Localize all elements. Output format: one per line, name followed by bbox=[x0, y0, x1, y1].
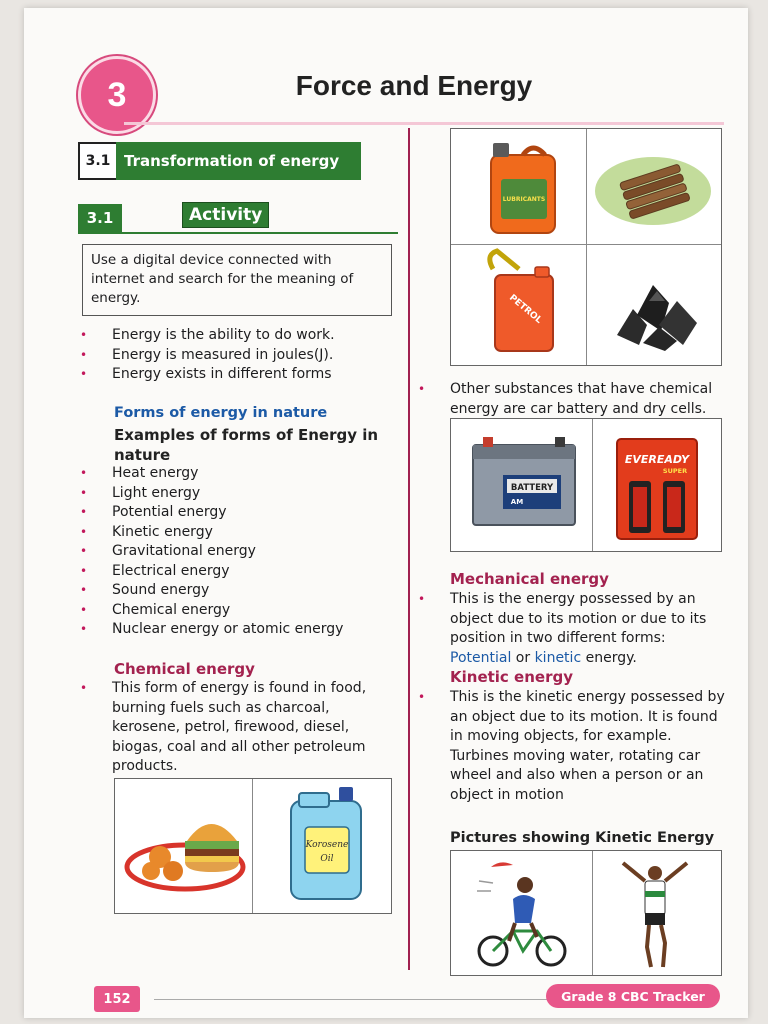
footer-tag: Grade 8 CBC Tracker bbox=[546, 984, 720, 1008]
list-item: • Potential energy bbox=[76, 503, 396, 523]
intro-points-list bbox=[76, 326, 396, 385]
boy-cycling-icon bbox=[451, 851, 593, 975]
list-item: • Electrical energy bbox=[76, 562, 396, 582]
forms-heading: Forms of energy in nature bbox=[114, 405, 328, 421]
kinetic-images bbox=[450, 850, 722, 976]
fuel-images-grid bbox=[450, 128, 722, 366]
battery-sub-label: AM bbox=[510, 498, 524, 506]
header-divider bbox=[124, 122, 724, 125]
mechanical-energy-heading: Mechanical energy bbox=[450, 570, 609, 588]
other-substances-list bbox=[414, 380, 730, 419]
kerosene-label-line1: Korosene bbox=[305, 840, 349, 850]
potential-keyword: Potential bbox=[450, 649, 512, 666]
list-item: • This is the kinetic energy possessed by an object due to its motion. It is found in moving objects, for example. Turbines moving water, rotating car wheel and also when a person or an object in motion bbox=[414, 688, 730, 805]
energy-end-text: energy. bbox=[581, 649, 637, 666]
activity-divider bbox=[78, 232, 398, 234]
battery-images bbox=[450, 418, 722, 552]
petrol-label: PETROL bbox=[507, 293, 544, 326]
kinetic-energy-heading: Kinetic energy bbox=[450, 668, 573, 686]
footer-divider bbox=[154, 999, 574, 1000]
car-battery-image bbox=[451, 419, 593, 551]
list-item: • Other substances that have chemical energy are car battery and dry cells. bbox=[414, 380, 730, 419]
cyclist-image bbox=[451, 851, 593, 975]
section-number: 3.1 bbox=[78, 142, 118, 180]
battery-label: BATTERY bbox=[510, 483, 554, 493]
coal-image bbox=[587, 245, 721, 365]
coal-lumps-icon bbox=[587, 245, 721, 365]
mechanical-text: This is the energy possessed by an object due to its motion or due to its position in two different forms: bbox=[450, 591, 707, 646]
dry-cells-icon bbox=[593, 419, 721, 551]
car-battery-icon bbox=[451, 419, 593, 551]
lubricant-label: LUBRICANTS bbox=[502, 196, 546, 203]
column-divider bbox=[408, 128, 410, 970]
textbook-page bbox=[24, 8, 748, 1018]
pictures-heading: Pictures showing Kinetic Energy bbox=[450, 830, 715, 846]
kinetic-keyword: kinetic bbox=[534, 649, 582, 666]
list-item: • Energy exists in different forms bbox=[76, 365, 396, 385]
list-item: • Chemical energy bbox=[76, 601, 396, 621]
list-item bbox=[414, 590, 730, 668]
kerosene-image bbox=[253, 779, 391, 913]
activity-instruction-box: Use a digital device connected with internet and search for the meaning of energy. bbox=[82, 244, 392, 316]
cell-sub-label: SUPER bbox=[662, 467, 688, 475]
petrol-image bbox=[451, 245, 587, 365]
list-item: • Kinetic energy bbox=[76, 523, 396, 543]
petrol-can-icon bbox=[451, 245, 587, 365]
chapter-title: Force and Energy bbox=[295, 70, 533, 101]
examples-heading: Examples of forms of Energy in nature bbox=[114, 426, 379, 464]
list-item: • This form of energy is found in food, burning fuels such as charcoal, kerosene, petrol, firewood, diesel, biogas, coal and all other petroleum products. bbox=[76, 679, 398, 777]
chemical-energy-list bbox=[76, 679, 398, 777]
list-item: • Energy is measured in joules(J). bbox=[76, 346, 396, 366]
list-item: • Sound energy bbox=[76, 581, 396, 601]
or-text: or bbox=[511, 649, 535, 666]
list-item: • Nuclear energy or atomic energy bbox=[76, 620, 396, 640]
chemical-energy-heading: Chemical energy bbox=[114, 660, 255, 678]
cell-brand-label: EVEREADY bbox=[624, 453, 690, 466]
kerosene-label-line2: Oil bbox=[320, 854, 334, 864]
list-item: • Light energy bbox=[76, 484, 396, 504]
kerosene-jerrycan-icon bbox=[253, 779, 391, 913]
dry-cells-image bbox=[593, 419, 721, 551]
burger-plate-icon bbox=[115, 779, 253, 913]
firewood-bundle-icon bbox=[587, 129, 721, 245]
list-item: • Energy is the ability to do work. bbox=[76, 326, 396, 346]
chapter-number-badge: 3 bbox=[78, 56, 156, 134]
lubricant-can-icon bbox=[451, 129, 587, 245]
runner-icon bbox=[593, 851, 721, 975]
activity-number: 3.1 bbox=[78, 204, 122, 232]
runner-image bbox=[593, 851, 721, 975]
food-image bbox=[115, 779, 253, 913]
list-item: • Heat energy bbox=[76, 464, 396, 484]
page-number: 152 bbox=[94, 986, 140, 1012]
mechanical-energy-list bbox=[414, 590, 730, 668]
forms-list bbox=[76, 464, 396, 640]
lubricant-image bbox=[451, 129, 587, 245]
activity-label: Activity bbox=[182, 202, 269, 228]
section-title: Transformation of energy bbox=[116, 142, 361, 180]
list-item: • Gravitational energy bbox=[76, 542, 396, 562]
firewood-image bbox=[587, 129, 721, 245]
chemical-energy-images bbox=[114, 778, 392, 914]
kinetic-energy-list bbox=[414, 688, 730, 805]
